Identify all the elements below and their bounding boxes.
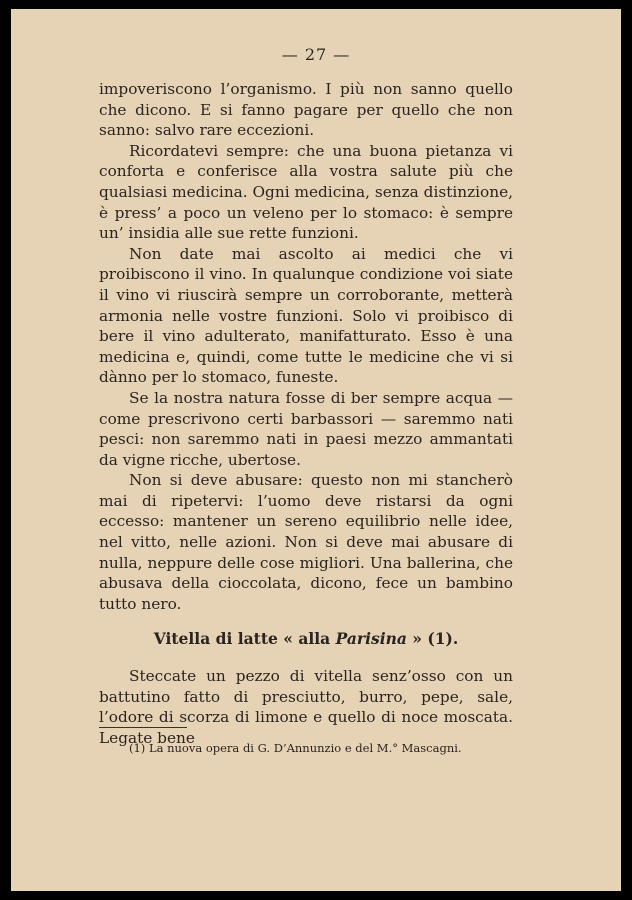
recipe-title-italic: Parisina <box>335 629 407 648</box>
footnote: (1) La nuova opera di G. D’Annunzio e del M.° Mascagni. <box>129 741 462 755</box>
book-page <box>11 9 621 891</box>
recipe-text <box>99 666 513 748</box>
footnote-divider <box>99 727 187 728</box>
paragraph-4: Se la nostra natura fosse di ber sempre acqua — come prescrivono certi barbassori — saremmo nati pesci: non saremmo nati in paesi mezzo ammantati da vigne ricche, ubertose. <box>99 388 513 469</box>
body-text <box>99 79 513 614</box>
recipe-paragraph: Steccate un pezzo di vitella senz’osso con un battutino fatto di presciutto, burro, pepe, sale, l’odore di scorza di limone e quello di noce moscata. Legate bene <box>99 667 513 747</box>
paragraph-5: Non si deve abusare: questo non mi stancherò mai di ripetervi: l’uomo deve ristarsi da ogni eccesso: mantener un sereno equilibrio nelle idee, nel vitto, nelle azioni. Non si deve mai abusare di nulla, neppure delle cose migliori. Una ballerina, che abusava della cioccolata, dicono, fece un bambino tutto nero. <box>99 471 513 613</box>
paragraph-1: impoveriscono l’organismo. I più non sanno quello che dicono. E si fanno pagare per quello che non sanno: salvo rare eccezioni. <box>99 80 513 140</box>
paragraph-2: Ricordatevi sempre: che una buona pietanza vi conforta e conferisce alla vostra salute più che qualsiasi medicina. Ogni medicina, senza distinzione, è press’ a poco un veleno per lo stomaco: è sempre un’ insidia alle sue rette funzioni. <box>99 141 514 243</box>
recipe-title-suffix: » (1). <box>412 629 459 648</box>
recipe-title-prefix: Vitella di latte « alla <box>153 629 331 648</box>
recipe-title <box>99 629 513 648</box>
paragraph-3: Non date mai ascolto ai medici che vi proibiscono il vino. In qualunque condizione voi siate il vino vi riuscirà sempre un corroborante, metterà armonia nelle vostre funzioni. Solo vi proibisco di bere il vino adulterato, manifatturato. Esso è una medicina e, quindi, come tutte le medicine che vi si dànno per lo stomaco, funeste. <box>99 244 513 387</box>
page-number: — 27 — <box>281 45 351 64</box>
